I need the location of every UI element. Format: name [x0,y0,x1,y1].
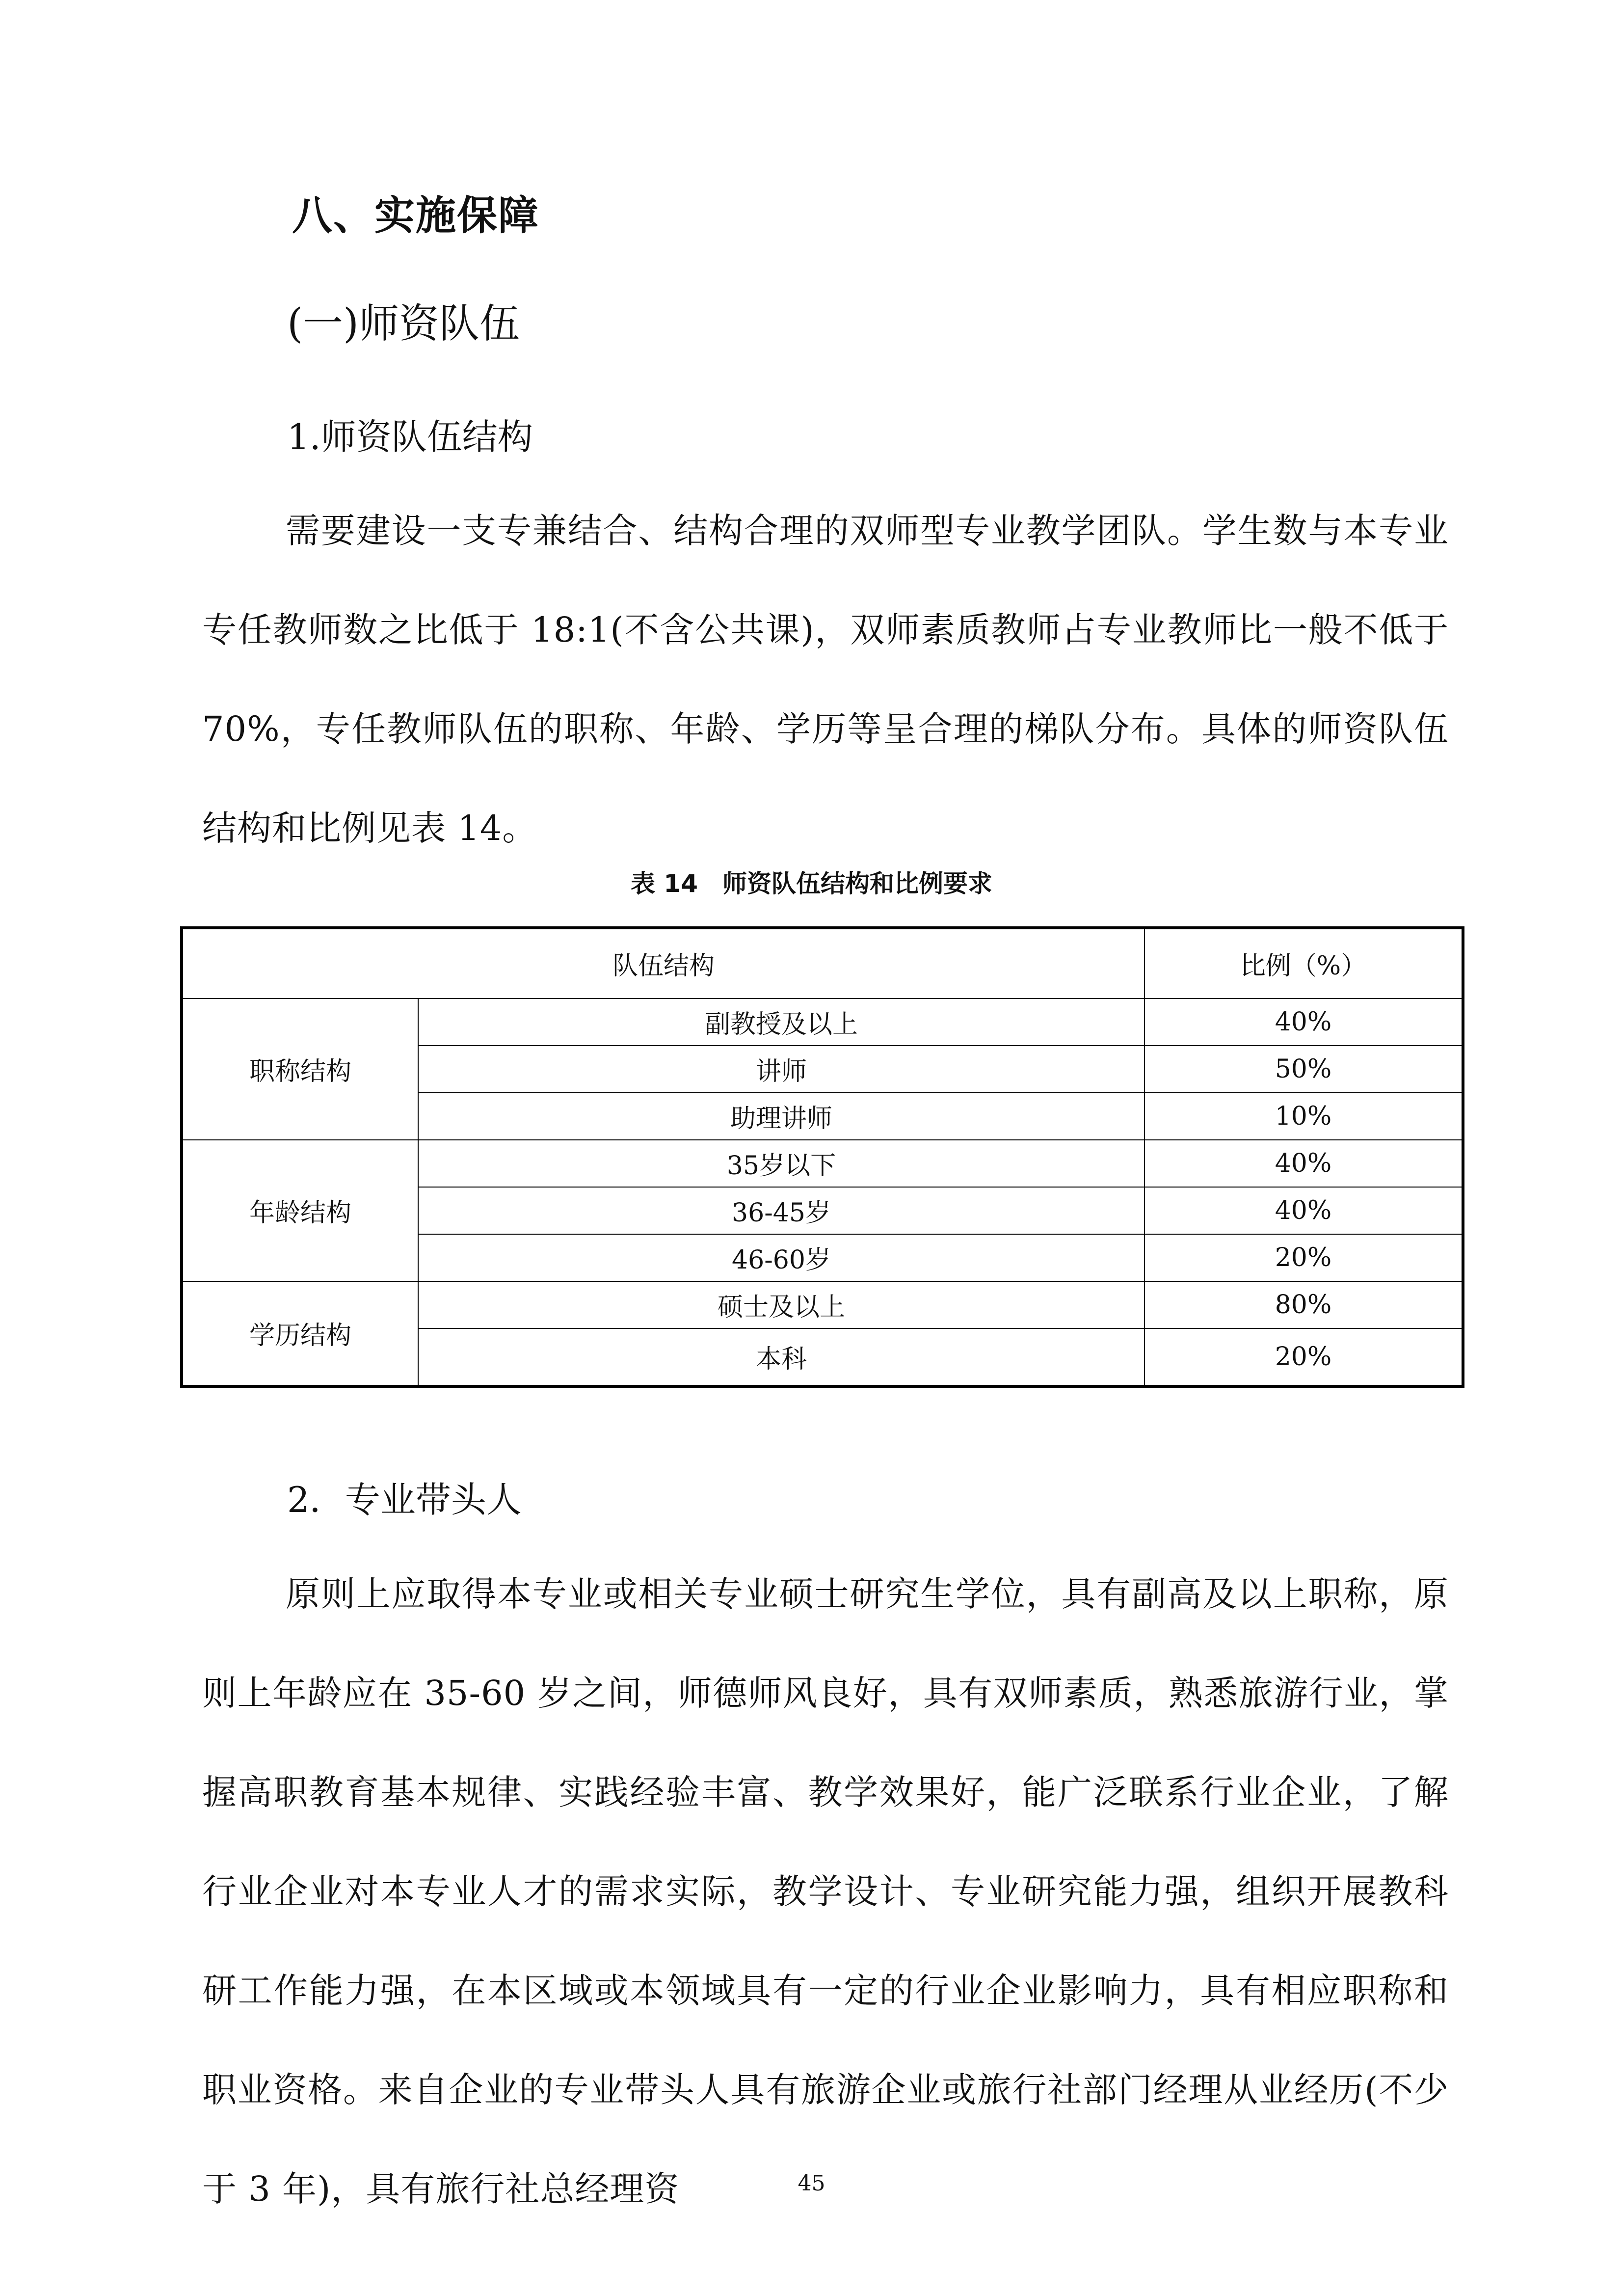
staff-ratio-table [180,926,1464,1388]
ratio-cell: 40% [1144,999,1463,1046]
subsection-heading: (一)师资队伍 [287,300,520,347]
item-cell: 46-60岁 [418,1234,1144,1281]
table-header-row [182,928,1463,999]
ratio-cell: 80% [1144,1281,1463,1328]
item-cell: 助理讲师 [418,1093,1144,1140]
table-caption: 表 14 师资队伍结构和比例要求 [631,869,992,898]
item-cell: 副教授及以上 [418,999,1144,1046]
group-label: 职称结构 [182,999,418,1140]
ratio-cell: 10% [1144,1093,1463,1140]
paragraph-staff-structure: 需要建设一支专兼结合、结构合理的双师型专业教学团队。学生数与本专业专任教师数之比低于 18:1(不含公共课)，双师素质教师占专业教师比一般不低于 70%，专任教师队伍的职称、年龄、学历等呈合理的梯队分布。具体的师资队伍结构和比例见表 14。 [202,511,1449,848]
section-heading: 八、实施保障 [292,192,540,239]
item1-heading: 1.师资队伍结构 [287,416,533,458]
page-number: 45 [798,2171,825,2196]
ratio-cell: 40% [1144,1187,1463,1234]
item-cell: 本科 [418,1328,1144,1386]
ratio-cell: 20% [1144,1234,1463,1281]
header-structure: 队伍结构 [182,928,1144,999]
item-cell: 讲师 [418,1046,1144,1093]
ratio-cell: 50% [1144,1046,1463,1093]
group-label: 年龄结构 [182,1140,418,1281]
group-label: 学历结构 [182,1281,418,1386]
item-cell: 硕士及以上 [418,1281,1144,1328]
ratio-cell: 20% [1144,1328,1463,1386]
table-row [182,1140,1463,1187]
table-row [182,1281,1463,1328]
header-ratio: 比例（%） [1144,928,1463,999]
item-cell: 36-45岁 [418,1187,1144,1234]
table-row [182,999,1463,1046]
ratio-cell: 40% [1144,1140,1463,1187]
item-cell: 35岁以下 [418,1140,1144,1187]
item2-heading: 2．专业带头人 [287,1479,522,1520]
paragraph-program-leader: 原则上应取得本专业或相关专业硕士研究生学位，具有副高及以上职称，原则上年龄应在 35-60 岁之间，师德师风良好，具有双师素质，熟悉旅游行业，掌握高职教育基本规律、实践经验丰富、教学效果好，能广泛联系行业企业，了解行业企业对本专业人才的需求实际，教学设计、专业研究能力强，组织开展教科研工作能力强，在本区域或本领域具有一定的行业企业影响力，具有相应职称和职业资格。来自企业的专业带头人具有旅游企业或旅行社部门经理从业经历(不少于 3 年)，具有旅行社总经理资 [202,1574,1449,2209]
